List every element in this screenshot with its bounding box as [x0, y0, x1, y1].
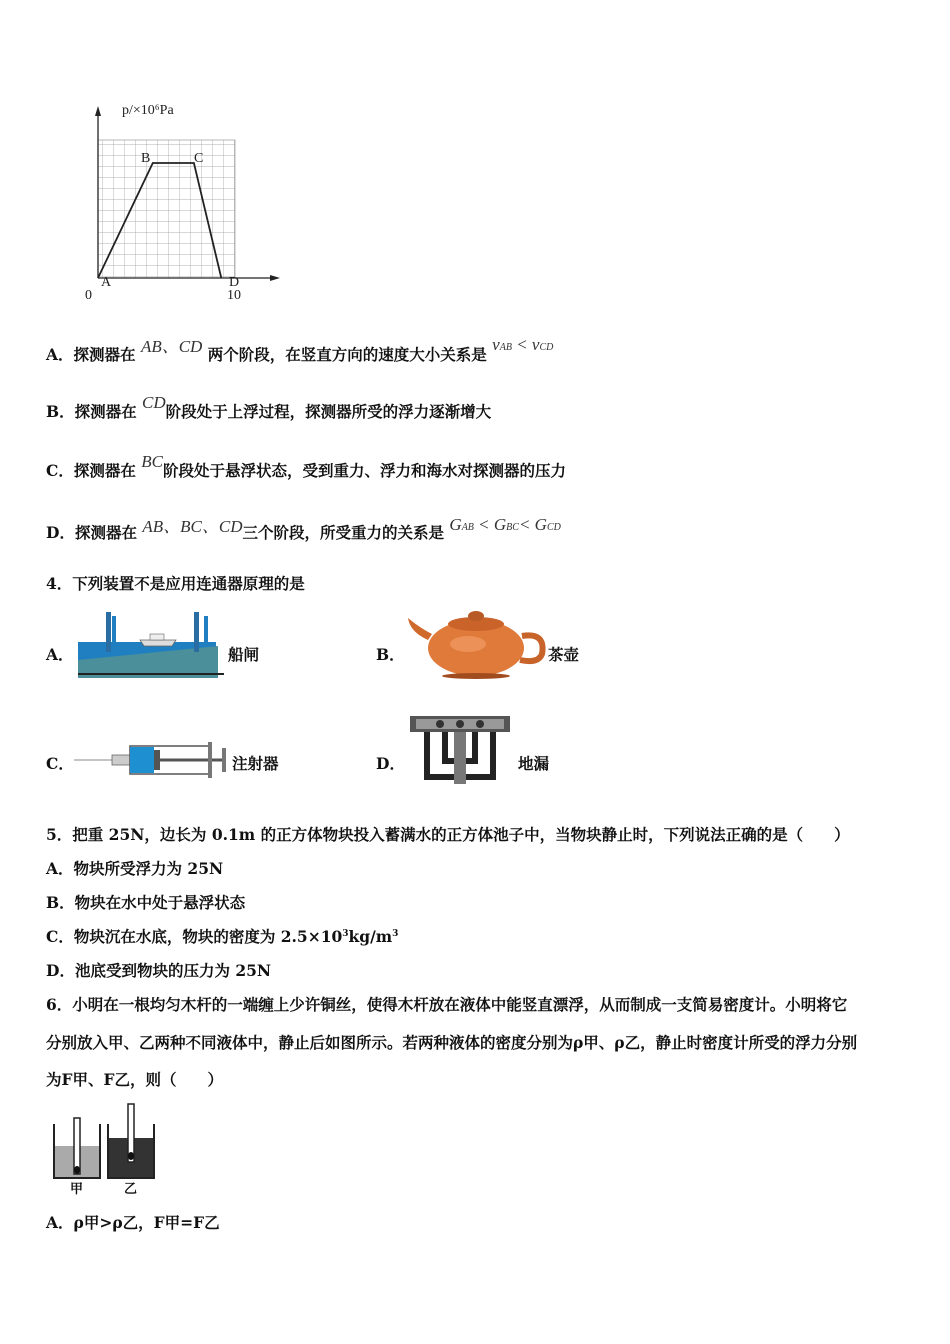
option-text: 三个阶段，所受重力的关系是: [242, 523, 444, 542]
option-letter: A．: [46, 345, 74, 364]
graph-grid: [98, 140, 235, 278]
option-text: 阶段处于悬浮状态，受到重力、浮力和海水对探测器的压力: [163, 461, 567, 480]
q5-option-c: C．物块沉在水底，物块的密度为 $2.5\times 10^3kg/m^3$: [46, 927, 399, 946]
q3-option-d: [46, 515, 561, 543]
q3-option-a: [46, 335, 554, 365]
q4-option-d-label: 地漏: [518, 754, 550, 773]
q4-option-a-letter: A．: [46, 645, 74, 664]
point-label-c: C: [194, 151, 204, 166]
syringe-icon: [74, 738, 230, 784]
q5-option-a: A．物块所受浮力为 25N: [46, 859, 224, 878]
q5-option-d: D．池底受到物块的压力为 25N: [46, 961, 272, 980]
q5-option-b: B．物块在水中处于悬浮状态: [46, 893, 246, 912]
y-axis-label: p/×10⁶Pa: [122, 103, 174, 118]
option-text: 阶段处于上浮过程，探测器所受的浮力逐渐增大: [165, 402, 492, 421]
q4-option-c-label: 注射器: [232, 754, 279, 773]
option-letter: B．: [46, 402, 75, 421]
point-label-d: D: [229, 275, 240, 290]
pressure-graph: [80, 100, 290, 310]
math-segment: AB、CD: [140, 337, 203, 356]
x-tick-origin: 0: [85, 288, 92, 303]
ship-lock-icon: [78, 608, 224, 678]
point-label-a: A: [101, 275, 112, 290]
option-text: 探测器在: [74, 523, 137, 542]
q5-stem: 5．把重 25N，边长为 0.1m 的正方体物块投入蓄满水的正方体池子中，当物块静止时，下列说法正确的是（ ）: [46, 825, 850, 844]
q6-stem-line2: 分别放入甲、乙两种不同液体中，静止后如图所示。若两种液体的密度分别为ρ甲、ρ乙，静止时密度计所受的浮力分别: [46, 1033, 858, 1052]
q6-stem-line1: 6．小明在一根均匀木杆的一端缠上少许铜丝，使得木杆放在液体中能竖直漂浮，从而制成一支简易密度计。小明将它: [46, 995, 848, 1014]
label-jia: 甲: [70, 1182, 84, 1197]
hydrometer-figure: [52, 1100, 162, 1200]
math-segment: CD: [142, 393, 166, 412]
option-letter: C．: [46, 461, 74, 480]
option-text: 探测器在: [73, 461, 136, 480]
floor-drain-icon: [410, 716, 514, 786]
option-text: 两个阶段，在竖直方向的速度大小关系是: [207, 345, 487, 364]
x-tick-10: 10: [227, 288, 241, 303]
math-segment: BC: [141, 452, 163, 471]
q3-option-b: [46, 393, 492, 422]
q4-option-a-label: 船闸: [228, 645, 260, 664]
option-letter: D．: [46, 523, 75, 542]
label-yi: 乙: [124, 1182, 138, 1197]
q4-option-b-label: 茶壶: [548, 645, 580, 664]
option-text: 探测器在: [74, 402, 137, 421]
q6-option-a: A．ρ甲>ρ乙，F甲=F乙: [46, 1213, 220, 1232]
math-relation: vAB < vCD: [492, 335, 554, 354]
q4-stem: 4．下列装置不是应用连通器原理的是: [46, 574, 305, 593]
q4-option-b-letter: B．: [376, 645, 405, 664]
q3-option-c: [46, 452, 567, 481]
q4-option-d-letter: D．: [376, 754, 405, 773]
option-text: 探测器在: [73, 345, 136, 364]
math-segment: AB、BC、CD: [142, 517, 243, 536]
q6-stem-line3: 为F甲、F乙，则（ ）: [46, 1070, 224, 1089]
teapot-icon: [406, 598, 548, 680]
q4-option-c-letter: C．: [46, 754, 74, 773]
math-relation: GAB < GBC< GCD: [449, 515, 561, 534]
point-label-b: B: [141, 151, 151, 166]
